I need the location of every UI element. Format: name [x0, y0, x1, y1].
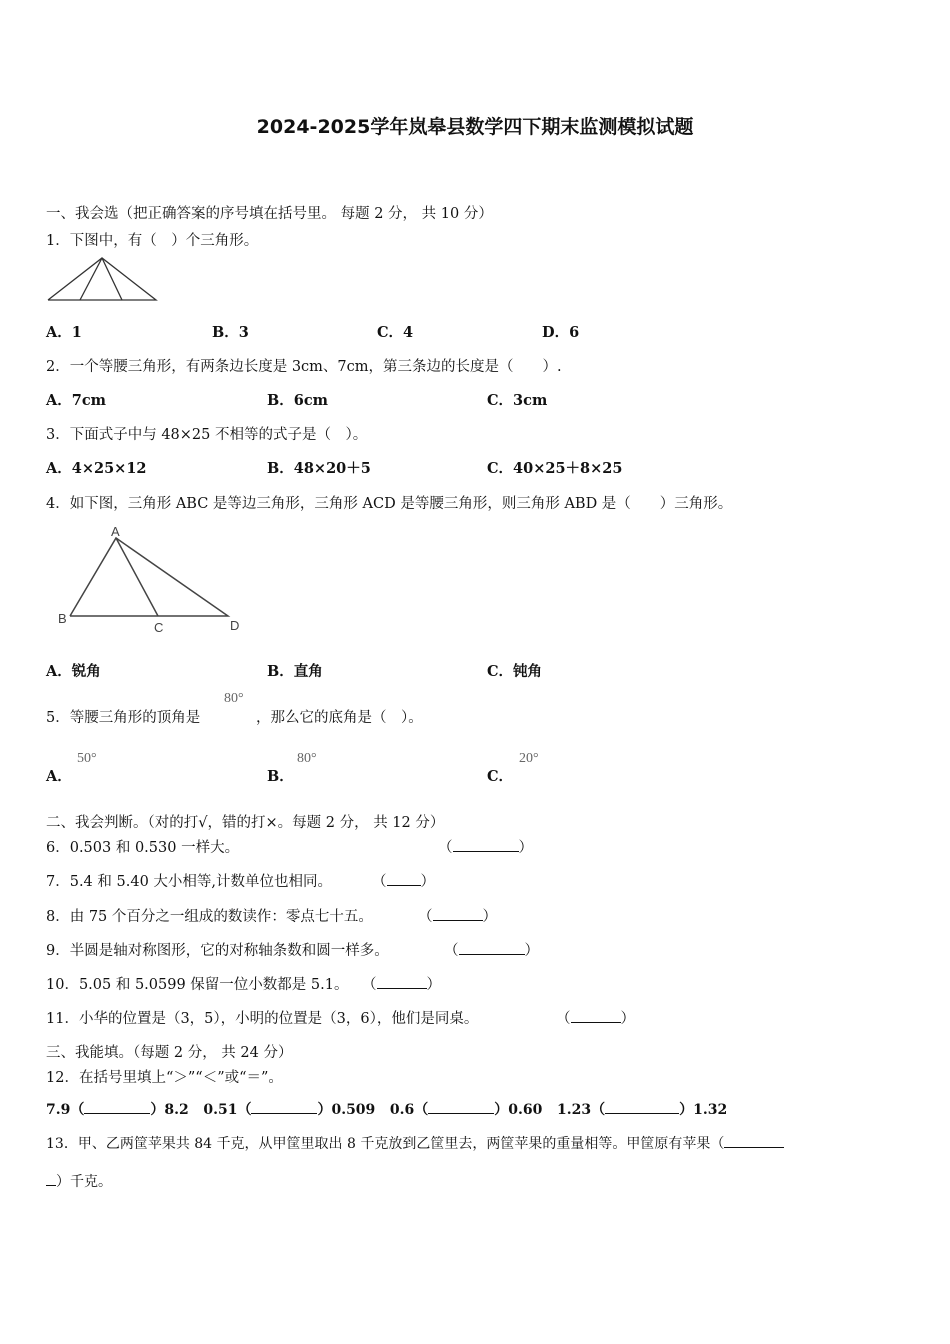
q4-label-c: C — [154, 620, 164, 635]
section1-heading: 一、我会选（把正确答案的序号填在括号里。 每题 2 分， 共 10 分） — [46, 206, 493, 222]
q5-option-a-value: 50° — [77, 751, 97, 766]
q3-option-b: B．48×20＋5 — [267, 460, 371, 477]
q10-text: 10．5.05 和 5.0599 保留一位小数都是 5.1。 — [46, 977, 349, 993]
q3-option-a: A．4×25×12 — [46, 460, 147, 477]
q11-text: 11．小华的位置是（3，5），小明的位置是（3，6），他们是同桌。 — [46, 1011, 479, 1027]
q3-option-c: C．40×25＋8×25 — [487, 460, 623, 477]
q12-item-1-right: 8.2 — [164, 1102, 189, 1118]
q12-item-2-left: 0.51 — [203, 1102, 238, 1118]
q9-answer-blank[interactable]: （ ） — [444, 939, 539, 960]
q8-text: 8．由 75 个百分之一组成的数读作：零点七十五。 — [46, 909, 373, 925]
q1-option-b: B．3 — [212, 324, 249, 341]
page-title: 2024-2025学年岚皋县数学四下期末监测模拟试题 — [256, 116, 694, 138]
q12-blank-4[interactable]: （ ） — [591, 1102, 693, 1118]
q5-apex-angle: 80° — [224, 691, 244, 706]
q12-item-2-right: 0.509 — [331, 1102, 376, 1118]
q13-text2: ）千克。 — [56, 1174, 112, 1190]
q5-option-b-value: 80° — [297, 751, 317, 766]
q4-triangle-figure — [56, 526, 246, 636]
q12-blank-1[interactable]: （ ） — [70, 1102, 164, 1118]
q4-label-d: D — [230, 618, 240, 633]
section2-heading: 二、我会判断。（对的打√，错的打×。每题 2 分， 共 12 分） — [46, 815, 445, 831]
q5-text-before: 5．等腰三角形的顶角是 — [46, 710, 201, 726]
q1-triangle-figure — [46, 256, 158, 302]
q6-answer-blank[interactable]: （ ） — [438, 836, 533, 857]
q12-blank-2[interactable]: （ ） — [237, 1102, 331, 1118]
q12-comparisons — [46, 1099, 727, 1119]
q5-option-a-label: A． — [46, 768, 72, 785]
q6-text: 6．0.503 和 0.530 一样大。 — [46, 840, 240, 856]
q2-option-c: C．3cm — [487, 392, 548, 409]
q12-item-1-left: 7.9 — [46, 1102, 71, 1118]
q1-option-c: C．4 — [377, 324, 414, 341]
q4-option-a: A．锐角 — [46, 663, 101, 680]
q1-option-a: A．1 — [46, 324, 82, 341]
q5-option-b-label: B． — [267, 768, 294, 785]
q12-item-3-right: 0.60 — [508, 1102, 543, 1118]
q13-text-line — [46, 1133, 784, 1153]
q10-answer-blank[interactable]: （ ） — [362, 973, 441, 994]
q5-option-c-label: C． — [487, 768, 514, 785]
q2-option-b: B．6cm — [267, 392, 329, 409]
q2-option-a: A．7cm — [46, 392, 107, 409]
section3-heading: 三、我能填。（每题 2 分， 共 24 分） — [46, 1045, 293, 1061]
q4-label-b: B — [58, 611, 67, 626]
q13-blank-part2[interactable] — [46, 1171, 56, 1186]
q13-text: 13．甲、乙两筐苹果共 84 千克，从甲筐里取出 8 千克放到乙筐里去，两筐苹果的重量相等。甲筐原有苹果（ — [46, 1136, 725, 1152]
q4-option-c: C．钝角 — [487, 663, 543, 680]
q11-answer-blank[interactable]: （ ） — [556, 1007, 635, 1028]
q2-text: 2．一个等腰三角形，有两条边长度是 3cm、7cm，第三条边的长度是（ ）. — [46, 359, 562, 375]
q12-blank-3[interactable]: （ ） — [414, 1102, 508, 1118]
q13-text-line2 — [46, 1171, 112, 1191]
q12-text: 12．在括号里填上“＞”“＜”或“＝”。 — [46, 1070, 283, 1086]
q13-blank-part1[interactable] — [724, 1133, 784, 1148]
q4-option-b: B．直角 — [267, 663, 323, 680]
q4-label-a: A — [111, 524, 120, 539]
q1-text: 1．下图中，有（ ）个三角形。 — [46, 233, 259, 249]
q12-item-4-left: 1.23 — [557, 1102, 592, 1118]
q7-text: 7．5.4 和 5.40 大小相等,计数单位也相同。 — [46, 874, 333, 890]
q12-item-3-left: 0.6 — [389, 1102, 415, 1118]
q1-option-d: D．6 — [542, 324, 580, 341]
q7-answer-blank[interactable]: （ ） — [372, 870, 435, 891]
q3-text: 3．下面式子中与 48×25 不相等的式子是（ ）。 — [46, 427, 368, 443]
q8-answer-blank[interactable]: （ ） — [418, 905, 497, 926]
q4-text: 4．如下图，三角形 ABC 是等边三角形，三角形 ACD 是等腰三角形，则三角形 ABD 是（ ）三角形。 — [46, 496, 733, 512]
q5-text-after: ，那么它的底角是（ ）。 — [256, 710, 423, 726]
q5-option-c-value: 20° — [519, 751, 539, 766]
q12-item-4-right: 1.32 — [693, 1102, 728, 1118]
q9-text: 9．半圆是轴对称图形，它的对称轴条数和圆一样多。 — [46, 943, 389, 959]
